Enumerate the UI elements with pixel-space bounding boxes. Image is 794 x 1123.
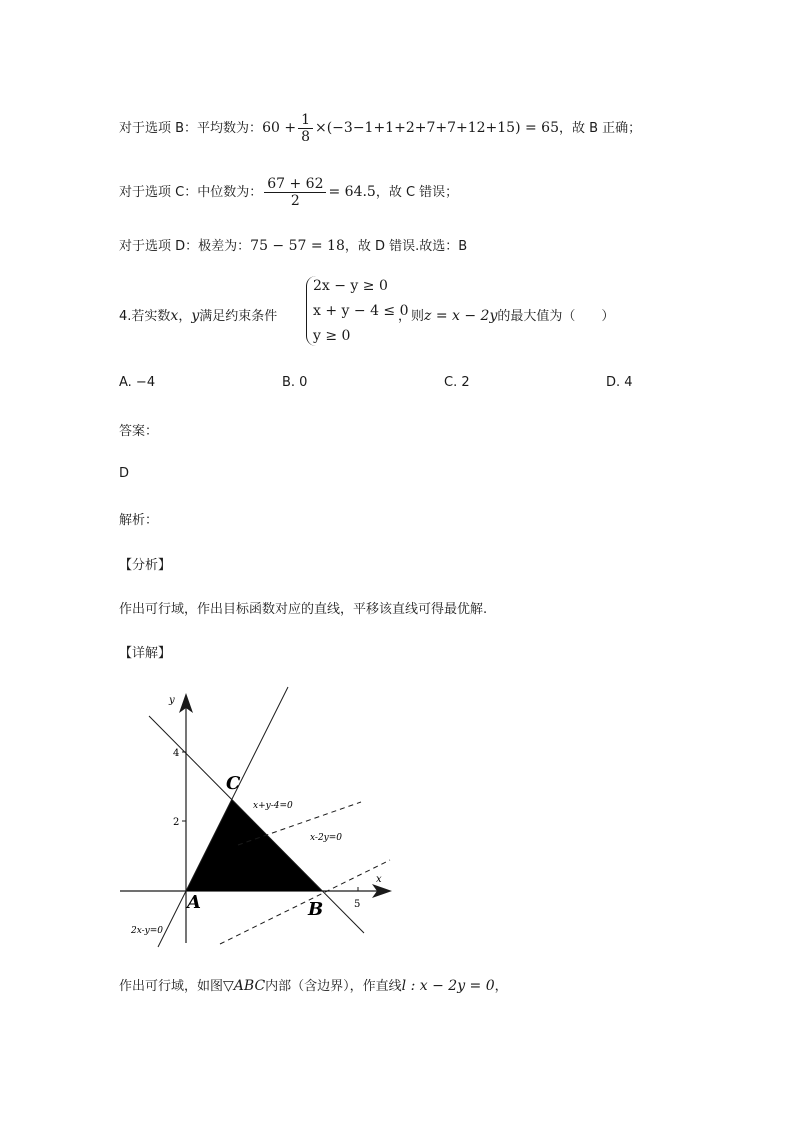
option-b-lead: 60 + — [262, 120, 297, 136]
choice-a: A. −4 — [119, 375, 156, 390]
question-4-sep: ， — [178, 309, 192, 324]
last-mid: 内部（含边界），作直线 — [265, 979, 402, 994]
analysis-label: 解析： — [119, 513, 159, 528]
option-b-frac-den: 8 — [301, 129, 310, 145]
last-suffix: ， — [494, 979, 508, 994]
option-d-line — [119, 235, 467, 254]
constraint-3: y ≥ 0 — [313, 328, 351, 344]
option-c-frac-num: 67 + 62 — [264, 176, 326, 193]
point-c-label: C — [226, 773, 241, 794]
last-triangle: ▽ABC — [223, 978, 266, 994]
option-c-expr: = 64.5 — [328, 184, 376, 200]
option-b-suffix: ，故 B 正确； — [559, 121, 642, 136]
line1-label: x+y-4=0 — [253, 801, 293, 811]
choice-d: D. 4 — [606, 375, 633, 390]
question-4-tail: 的最大值为（ ） — [497, 309, 615, 324]
xiangjie-label: 【详解】 — [119, 646, 172, 661]
point-a-label: A — [187, 892, 201, 913]
option-d-expr: 75 − 57 = 18 — [250, 238, 345, 254]
question-4-var-y: y — [191, 308, 200, 324]
tick-label-2: 2 — [173, 817, 180, 828]
constraint-1: 2x − y ≥ 0 — [313, 278, 388, 294]
question-4-objective: z = x − 2y — [424, 308, 498, 324]
option-c-line — [119, 176, 458, 209]
question-4-then: ，则 — [398, 309, 425, 324]
last-line — [119, 975, 508, 994]
option-d-prefix: 对于选项 D：极差为： — [119, 239, 251, 254]
choice-b: B. 0 — [282, 375, 308, 390]
axis-x-label: x — [376, 874, 382, 885]
question-4-cond: 满足约束条件 — [199, 309, 278, 324]
option-b-line — [119, 112, 641, 145]
option-c-fraction — [264, 176, 326, 209]
constraint-2: x + y − 4 ≤ 0 — [313, 303, 409, 319]
option-b-prefix: 对于选项 B：平均数为： — [119, 121, 263, 136]
answer-value: D — [119, 466, 130, 481]
option-c-frac-den: 2 — [290, 193, 300, 209]
option-c-prefix: 对于选项 C：中位数为： — [119, 185, 263, 200]
tick-label-4: 4 — [173, 748, 180, 759]
fenxi-label: 【分析】 — [119, 558, 172, 573]
option-b-fraction — [298, 112, 313, 145]
feasible-region-figure — [118, 685, 398, 950]
line2-label: x-2y=0 — [310, 833, 343, 843]
axis-y-label: y — [169, 695, 175, 706]
point-b-label: B — [308, 899, 324, 920]
option-b-expr: ×(−3−1+1+2+7+7+12+15) = 65 — [314, 120, 559, 136]
line3-label: 2x-y=0 — [131, 926, 164, 936]
answer-label: 答案： — [119, 424, 159, 439]
last-prefix: 作出可行域，如图 — [119, 979, 224, 994]
question-4-prefix: 4.若实数 — [119, 309, 171, 324]
question-4-end — [398, 305, 614, 324]
last-line-eq: l : x − 2y = 0 — [401, 978, 495, 994]
feasible-region — [186, 799, 322, 891]
tick-label-5: 5 — [354, 899, 361, 910]
option-d-suffix: ，故 D 错误.故选：B — [344, 239, 468, 254]
question-4-start — [119, 305, 277, 324]
question-4-var-x: x — [170, 308, 179, 324]
fenxi-text: 作出可行域，作出目标函数对应的直线，平移该直线可得最优解. — [119, 602, 488, 617]
choice-c: C. 2 — [444, 375, 470, 390]
option-c-suffix: ，故 C 错误； — [375, 185, 459, 200]
option-b-frac-num: 1 — [298, 112, 313, 129]
